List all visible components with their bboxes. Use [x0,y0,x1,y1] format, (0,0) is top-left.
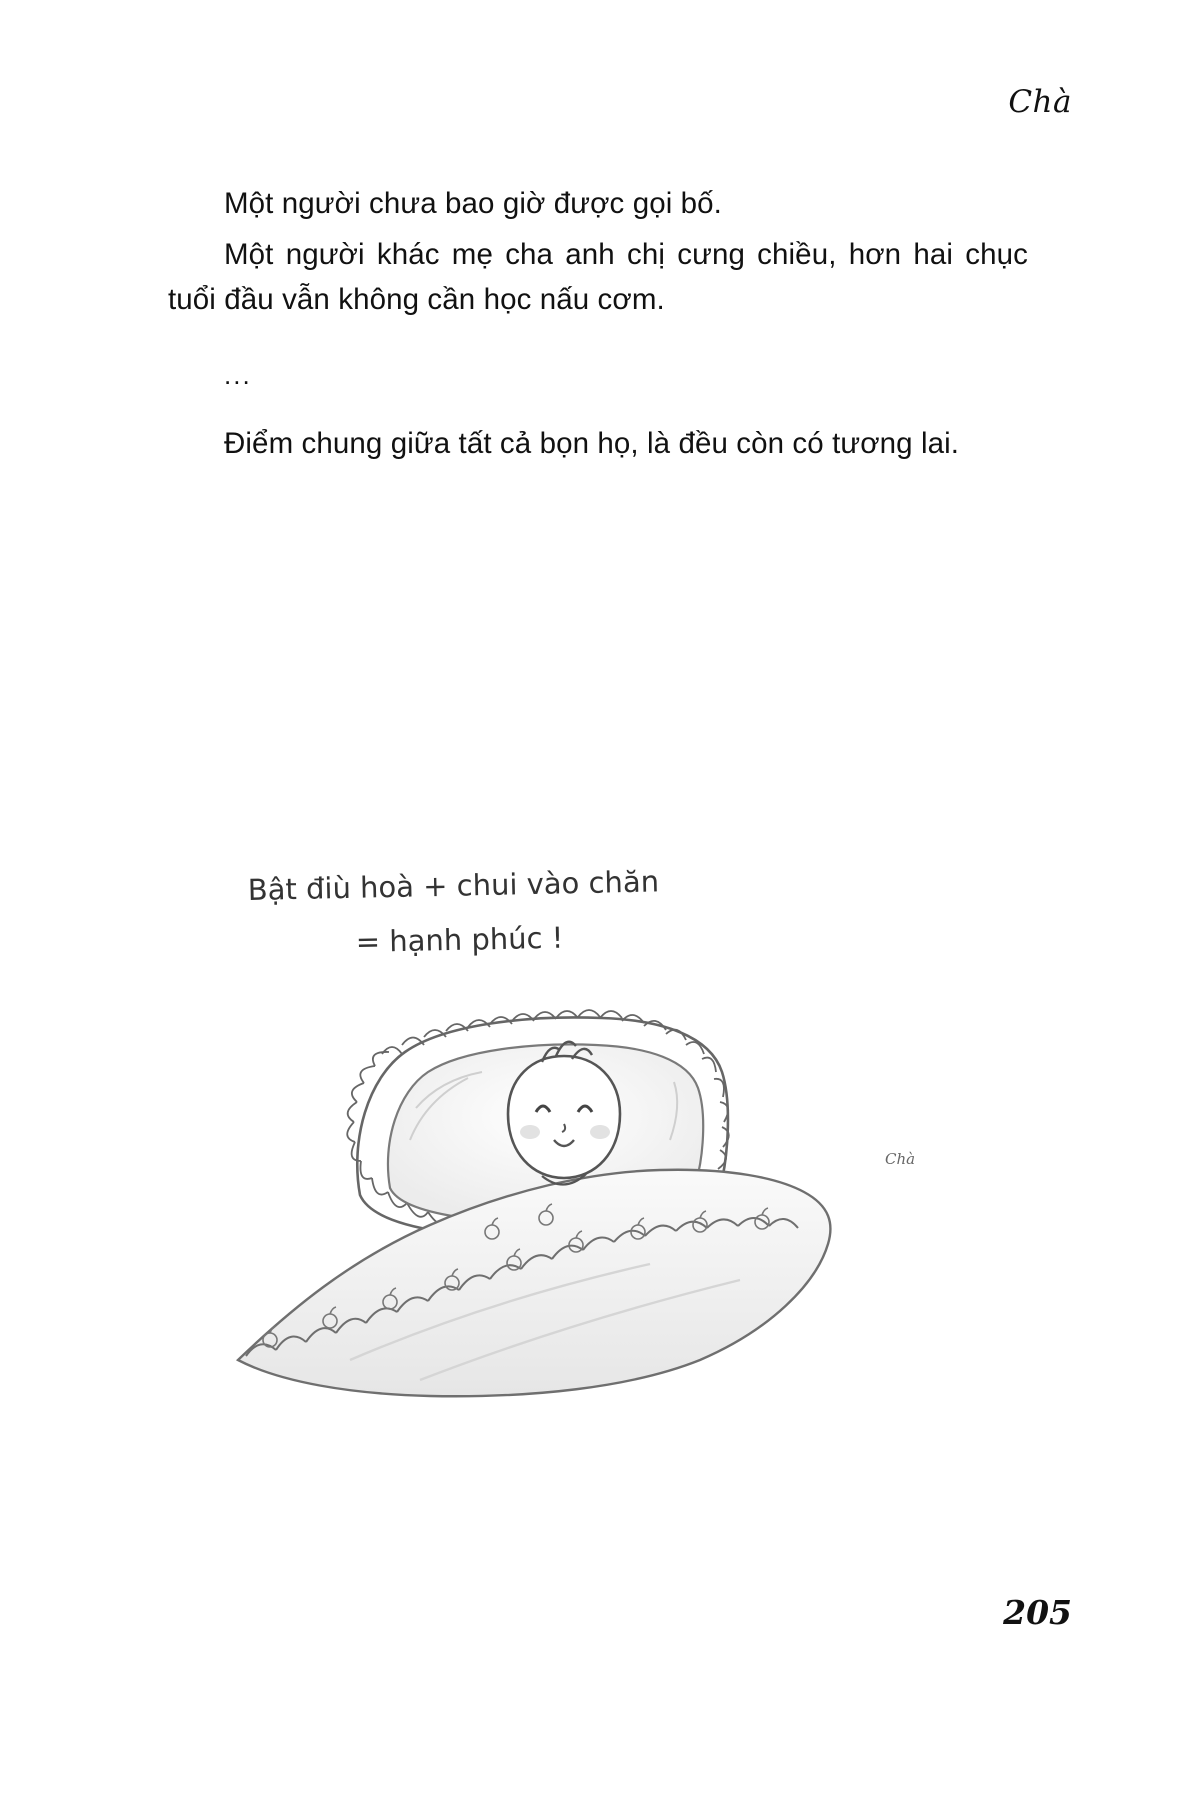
blanket-drawing [238,1170,830,1397]
paragraph: Một người chưa bao giờ được gọi bố. [224,187,722,220]
paragraph-ellipsis: ... [224,360,252,391]
caption-line-1: Bật điù hoà + chui vào chăn [247,864,660,907]
illustration [230,840,970,1400]
body-text-block [168,182,1028,473]
paragraph: Một người khác mẹ cha anh chị cưng chiều, hơn hai chục tuổi đầu vẫn không cần học nấu cơm. [168,237,1028,316]
page-number: 205 [1003,1593,1072,1632]
caption-line-2: = hạnh phúc ! [355,920,564,959]
paragraph: Điểm chung giữa tất cả bọn họ, là đều còn có tương lai. [224,427,960,460]
artist-signature: Chà [885,1150,916,1168]
running-head: Chà [1008,84,1072,120]
